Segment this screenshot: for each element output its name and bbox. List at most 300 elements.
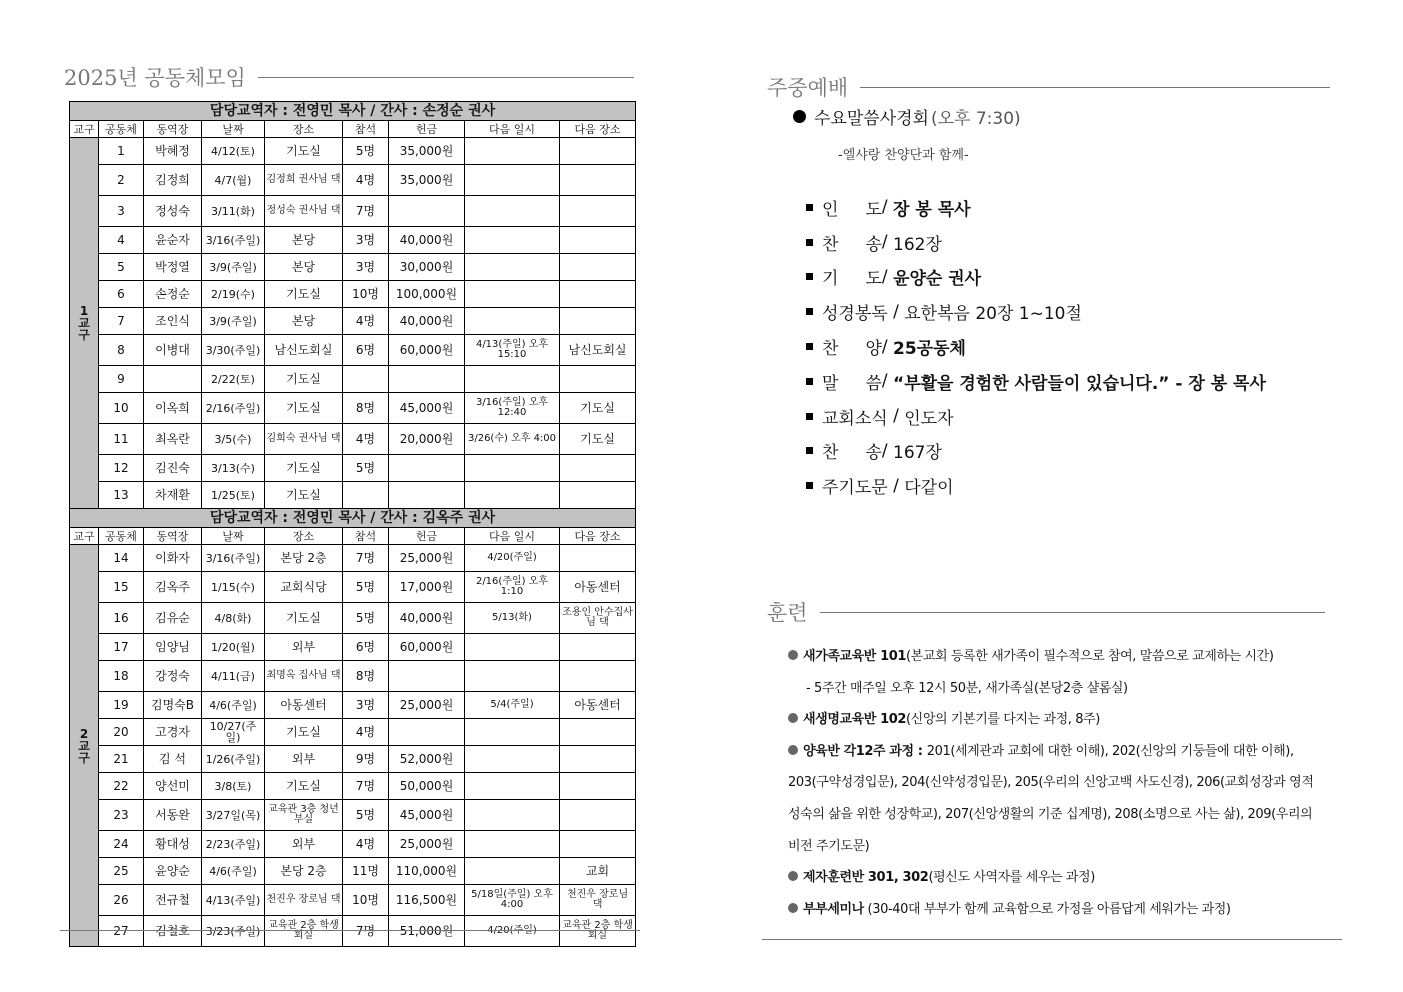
square-bullet-icon xyxy=(806,482,813,489)
cell-leader: 이화자 xyxy=(144,545,202,572)
table-row xyxy=(70,603,636,634)
cell-attendance: 5명 xyxy=(343,603,389,634)
cell-next-time: 3/26(수) 오후 4:00 xyxy=(465,424,560,455)
training-item xyxy=(788,894,1318,926)
training-name: 새생명교육반 102 xyxy=(803,712,907,728)
cell-date: 3/13(수) xyxy=(202,455,265,482)
order-label: 기 도 xyxy=(822,269,882,290)
cell-leader: 조인식 xyxy=(144,308,202,335)
training-name: 제자훈련반 301, 302 xyxy=(803,870,929,886)
cell-group: 6 xyxy=(99,281,144,308)
cell-next-time xyxy=(465,308,560,335)
square-bullet-icon xyxy=(806,204,813,211)
bullet-dot-icon xyxy=(793,110,806,123)
cell-place: 본당 xyxy=(265,308,343,335)
order-separator: / xyxy=(881,232,894,253)
service-order-item xyxy=(806,364,1266,399)
order-value: 인도자 xyxy=(904,408,954,429)
order-label: 주기도문 xyxy=(822,478,888,499)
square-bullet-icon xyxy=(806,239,813,246)
column-header-attendance: 참석 xyxy=(343,121,389,138)
circle-bullet-icon xyxy=(788,903,798,913)
cell-next-place: 기도실 xyxy=(560,393,636,424)
table-row xyxy=(70,746,636,773)
column-header-group: 공동체 xyxy=(99,528,144,545)
cell-date: 3/5(수) xyxy=(202,424,265,455)
order-separator: / xyxy=(887,406,905,427)
order-separator: / xyxy=(881,440,894,461)
cell-date: 3/11(화) xyxy=(202,196,265,227)
cell-place: 교육관 3층 청년부실 xyxy=(265,800,343,831)
column-header-row xyxy=(70,121,636,138)
cell-attendance: 10명 xyxy=(343,281,389,308)
cell-next-time: 3/16(주일) 오후 12:40 xyxy=(465,393,560,424)
table-row xyxy=(70,634,636,661)
cell-offering: 40,000원 xyxy=(389,603,465,634)
cell-next-time xyxy=(465,366,560,393)
cell-offering: 35,000원 xyxy=(389,165,465,196)
cell-next-time xyxy=(465,719,560,746)
cell-offering xyxy=(389,366,465,393)
order-value: 25공동체 xyxy=(893,339,966,360)
cell-offering: 51,000원 xyxy=(389,916,465,947)
cell-group: 25 xyxy=(99,858,144,885)
cell-place: 본당 xyxy=(265,227,343,254)
cell-attendance: 10명 xyxy=(343,885,389,916)
cell-attendance xyxy=(343,482,389,509)
cell-group: 9 xyxy=(99,366,144,393)
square-bullet-icon xyxy=(806,378,813,385)
column-header-offering: 헌금 xyxy=(389,121,465,138)
cell-attendance: 5명 xyxy=(343,138,389,165)
cell-group: 12 xyxy=(99,455,144,482)
cell-next-place xyxy=(560,165,636,196)
order-separator: / xyxy=(881,336,894,357)
cell-next-place xyxy=(560,227,636,254)
cell-leader: 임양님 xyxy=(144,634,202,661)
training-detail: - 5주간 매주일 오후 12시 50분, 새가족실(본당2층 샬롬실) xyxy=(806,680,1128,696)
training-title-rule xyxy=(820,612,1325,613)
cell-group: 1 xyxy=(99,138,144,165)
cell-group: 17 xyxy=(99,634,144,661)
cell-leader: 박혜정 xyxy=(144,138,202,165)
cell-next-time xyxy=(465,634,560,661)
square-bullet-icon xyxy=(806,273,813,280)
cell-offering: 40,000원 xyxy=(389,308,465,335)
cell-next-place xyxy=(560,661,636,692)
table-row xyxy=(70,773,636,800)
table-row xyxy=(70,424,636,455)
service-order-item xyxy=(806,329,1266,364)
table-row xyxy=(70,545,636,572)
cell-leader: 박정열 xyxy=(144,254,202,281)
cell-group: 18 xyxy=(99,661,144,692)
cell-date: 3/30(주일) xyxy=(202,335,265,366)
cell-group: 7 xyxy=(99,308,144,335)
cell-next-time: 5/18일(주일) 오후 4:00 xyxy=(465,885,560,916)
cell-place: 남신도회실 xyxy=(265,335,343,366)
order-label: 교회소식 xyxy=(822,408,888,429)
cell-next-place: 아동센터 xyxy=(560,572,636,603)
order-value: 다같이 xyxy=(904,478,954,499)
cell-offering: 100,000원 xyxy=(389,281,465,308)
cell-place: 교회식당 xyxy=(265,572,343,603)
order-separator: / xyxy=(881,266,894,287)
cell-date: 4/7(월) xyxy=(202,165,265,196)
cell-place: 정성숙 권사님 댁 xyxy=(265,196,343,227)
circle-bullet-icon xyxy=(788,650,798,660)
table-row xyxy=(70,858,636,885)
community-meeting-title xyxy=(64,62,634,92)
cell-next-place: 남신도회실 xyxy=(560,335,636,366)
cell-next-time: 4/20(주일) xyxy=(465,545,560,572)
training-title xyxy=(767,597,1325,627)
table-row xyxy=(70,482,636,509)
service-order-item xyxy=(806,294,1266,329)
cell-group: 27 xyxy=(99,916,144,947)
cell-date: 1/25(토) xyxy=(202,482,265,509)
cell-group: 13 xyxy=(99,482,144,509)
cell-date: 2/22(토) xyxy=(202,366,265,393)
cell-next-place xyxy=(560,455,636,482)
cell-leader: 최옥란 xyxy=(144,424,202,455)
column-header-place: 장소 xyxy=(265,528,343,545)
cell-date: 4/12(토) xyxy=(202,138,265,165)
cell-attendance xyxy=(343,366,389,393)
cell-leader: 차재환 xyxy=(144,482,202,509)
worship-title-rule xyxy=(860,87,1330,88)
order-value: 요한복음 20장 1~10절 xyxy=(904,304,1082,325)
cell-next-place xyxy=(560,308,636,335)
square-bullet-icon xyxy=(806,308,813,315)
service-order-item xyxy=(806,260,1266,295)
cell-offering: 60,000원 xyxy=(389,634,465,661)
cell-leader: 김정희 xyxy=(144,165,202,196)
cell-place: 본당 2층 xyxy=(265,545,343,572)
cell-leader: 강정숙 xyxy=(144,661,202,692)
service-order-list xyxy=(806,190,1266,503)
cell-place: 아동센터 xyxy=(265,692,343,719)
cell-offering: 116,500원 xyxy=(389,885,465,916)
cell-next-place xyxy=(560,281,636,308)
worship-title-text: 주중예배 xyxy=(767,76,849,100)
order-separator: / xyxy=(881,371,894,392)
cell-next-time xyxy=(465,138,560,165)
cell-attendance: 3명 xyxy=(343,254,389,281)
cell-leader: 김옥주 xyxy=(144,572,202,603)
table-row xyxy=(70,227,636,254)
cell-date: 3/23(주일) xyxy=(202,916,265,947)
cell-attendance: 3명 xyxy=(343,227,389,254)
column-header-next-time: 다음 일시 xyxy=(465,528,560,545)
table-body xyxy=(70,102,636,947)
column-header-next-time: 다음 일시 xyxy=(465,121,560,138)
cell-place: 기도실 xyxy=(265,719,343,746)
cell-offering: 110,000원 xyxy=(389,858,465,885)
cell-group: 19 xyxy=(99,692,144,719)
service-order-item xyxy=(806,190,1266,225)
cell-offering: 30,000원 xyxy=(389,254,465,281)
cell-group: 16 xyxy=(99,603,144,634)
order-value: 윤양순 권사 xyxy=(893,269,982,290)
cell-attendance: 4명 xyxy=(343,424,389,455)
table-row xyxy=(70,281,636,308)
left-bottom-rule xyxy=(60,930,640,931)
cell-next-place: 조용인 안수집사님 댁 xyxy=(560,603,636,634)
cell-leader: 전규철 xyxy=(144,885,202,916)
cell-date: 3/8(토) xyxy=(202,773,265,800)
cell-offering xyxy=(389,455,465,482)
cell-date: 4/6(주일) xyxy=(202,858,265,885)
cell-attendance: 4명 xyxy=(343,165,389,196)
cell-attendance: 4명 xyxy=(343,719,389,746)
order-value: 167장 xyxy=(893,443,942,464)
cell-next-time: 4/20(주일) xyxy=(465,916,560,947)
order-label: 성경봉독 xyxy=(822,304,888,325)
cell-attendance: 5명 xyxy=(343,800,389,831)
cell-group: 23 xyxy=(99,800,144,831)
training-item xyxy=(788,736,1318,862)
cell-next-time xyxy=(465,227,560,254)
cell-place: 외부 xyxy=(265,831,343,858)
cell-next-place xyxy=(560,254,636,281)
cell-next-time: 4/13(주일) 오후 15:10 xyxy=(465,335,560,366)
cell-next-time: 5/13(화) xyxy=(465,603,560,634)
service-order-item xyxy=(806,225,1266,260)
training-desc: 201(세계관과 교회에 대한 이해), 202(신앙의 기둥들에 대한 이해), 203(구약성경입문), 204(신약성경입문), 205(우리의 신앙고백 사도신경), 206(교회성장과 영적성숙의 삶을 위한 성장학교), 207(신앙생활의 기준 십계명), 208(소명으로 사는 삶), 209(우리의 비전 주기도문) xyxy=(788,743,1314,854)
training-name: 양육반 각12주 과정 : xyxy=(803,743,927,759)
wed-service-time: (오후 7:30) xyxy=(930,109,1021,129)
cell-next-time: 5/4(주일) xyxy=(465,692,560,719)
cell-next-time xyxy=(465,746,560,773)
table-row xyxy=(70,719,636,746)
cell-leader: 정성숙 xyxy=(144,196,202,227)
order-separator: / xyxy=(887,301,905,322)
cell-group: 24 xyxy=(99,831,144,858)
table-row xyxy=(70,831,636,858)
cell-next-time xyxy=(465,165,560,196)
cell-next-place xyxy=(560,773,636,800)
cell-offering: 45,000원 xyxy=(389,393,465,424)
cell-offering xyxy=(389,482,465,509)
wed-service-sub: -엘샤랑 찬양단과 함께- xyxy=(838,148,969,163)
cell-attendance: 11명 xyxy=(343,858,389,885)
cell-leader: 손정순 xyxy=(144,281,202,308)
cell-group: 22 xyxy=(99,773,144,800)
training-list xyxy=(788,641,1318,925)
cell-next-place: 천진우 장로님 댁 xyxy=(560,885,636,916)
cell-next-place xyxy=(560,366,636,393)
cell-leader: 김진숙 xyxy=(144,455,202,482)
training-desc: (신앙의 기본기를 다지는 과정, 8주) xyxy=(906,712,1100,728)
cell-next-place: 교회 xyxy=(560,858,636,885)
order-label: 인 도 xyxy=(822,199,882,220)
cell-attendance: 5명 xyxy=(343,572,389,603)
table-row xyxy=(70,308,636,335)
cell-leader: 김명숙B xyxy=(144,692,202,719)
cell-date: 3/16(주일) xyxy=(202,227,265,254)
cell-next-place xyxy=(560,196,636,227)
column-header-group: 공동체 xyxy=(99,121,144,138)
district-header: 담당교역자 : 전영민 목사 / 간사 : 손정순 권사 xyxy=(70,102,636,121)
square-bullet-icon xyxy=(806,343,813,350)
column-header-leader: 동역장 xyxy=(144,528,202,545)
training-desc: (본교회 등록한 새가족이 필수적으로 참여, 말씀으로 교제하는 시간) xyxy=(906,649,1274,664)
cell-next-time xyxy=(465,281,560,308)
cell-next-time: 2/16(주일) 오후 1:10 xyxy=(465,572,560,603)
cell-leader: 김철호 xyxy=(144,916,202,947)
cell-place: 김희숙 권사님 댁 xyxy=(265,424,343,455)
cell-group: 2 xyxy=(99,165,144,196)
table-row xyxy=(70,885,636,916)
cell-leader: 서동완 xyxy=(144,800,202,831)
district-header: 담당교역자 : 전영민 목사 / 간사 : 김옥주 권사 xyxy=(70,509,636,528)
training-item xyxy=(788,673,1318,705)
training-desc: (30-40대 부부가 함께 교육함으로 가정을 아름답게 세워가는 과정) xyxy=(863,901,1231,917)
service-order-item xyxy=(806,434,1266,469)
cell-date: 4/11(금) xyxy=(202,661,265,692)
cell-next-time xyxy=(465,831,560,858)
cell-place: 본당 2층 xyxy=(265,858,343,885)
table-row xyxy=(70,335,636,366)
training-item xyxy=(788,641,1318,673)
table-row xyxy=(70,692,636,719)
cell-attendance: 8명 xyxy=(343,393,389,424)
cell-place: 기도실 xyxy=(265,773,343,800)
cell-offering: 25,000원 xyxy=(389,545,465,572)
cell-leader: 윤순자 xyxy=(144,227,202,254)
cell-offering: 25,000원 xyxy=(389,692,465,719)
cell-leader: 이병대 xyxy=(144,335,202,366)
order-value: 장 봉 목사 xyxy=(893,199,971,220)
table-row xyxy=(70,366,636,393)
cell-date: 4/8(화) xyxy=(202,603,265,634)
cell-next-time xyxy=(465,196,560,227)
cell-attendance: 6명 xyxy=(343,634,389,661)
cell-date: 3/16(주일) xyxy=(202,545,265,572)
order-label: 말 씀 xyxy=(822,373,882,394)
cell-place: 기도실 xyxy=(265,366,343,393)
cell-group: 11 xyxy=(99,424,144,455)
cell-next-place xyxy=(560,831,636,858)
cell-place: 기도실 xyxy=(265,393,343,424)
cell-date: 2/23(주일) xyxy=(202,831,265,858)
cell-offering: 25,000원 xyxy=(389,831,465,858)
cell-place: 외부 xyxy=(265,634,343,661)
cell-attendance: 7명 xyxy=(343,545,389,572)
cell-offering: 40,000원 xyxy=(389,227,465,254)
training-title-text: 훈련 xyxy=(767,601,808,625)
table-row xyxy=(70,196,636,227)
cell-place: 기도실 xyxy=(265,455,343,482)
cell-attendance: 7명 xyxy=(343,196,389,227)
order-separator: / xyxy=(887,475,905,496)
district-label: 1 교 구 xyxy=(70,138,99,509)
cell-attendance: 4명 xyxy=(343,831,389,858)
circle-bullet-icon xyxy=(788,713,798,723)
cell-leader: 윤양순 xyxy=(144,858,202,885)
cell-date: 3/27일(목) xyxy=(202,800,265,831)
cell-leader: 양선미 xyxy=(144,773,202,800)
district-header-row xyxy=(70,102,636,121)
table-row xyxy=(70,254,636,281)
cell-attendance: 5명 xyxy=(343,455,389,482)
cell-place: 김정희 권사님 댁 xyxy=(265,165,343,196)
cell-group: 3 xyxy=(99,196,144,227)
circle-bullet-icon xyxy=(788,745,798,755)
cell-place: 최명옥 집사님 댁 xyxy=(265,661,343,692)
cell-offering xyxy=(389,196,465,227)
cell-leader: 김유순 xyxy=(144,603,202,634)
cell-leader: 황대성 xyxy=(144,831,202,858)
training-name: 부부세미나 xyxy=(803,901,864,917)
column-header-place: 장소 xyxy=(265,121,343,138)
title-rule xyxy=(258,77,634,78)
column-header-district: 교구 xyxy=(70,528,99,545)
column-header-date: 날짜 xyxy=(202,528,265,545)
cell-next-place: 기도실 xyxy=(560,424,636,455)
column-header-next-place: 다음 장소 xyxy=(560,528,636,545)
cell-date: 4/6(주일) xyxy=(202,692,265,719)
cell-attendance: 8명 xyxy=(343,661,389,692)
table-row xyxy=(70,165,636,196)
column-header-leader: 동역장 xyxy=(144,121,202,138)
cell-group: 20 xyxy=(99,719,144,746)
wed-service-name: 수요말씀사경회 xyxy=(814,109,929,129)
cell-next-place xyxy=(560,719,636,746)
cell-offering: 17,000원 xyxy=(389,572,465,603)
table-row xyxy=(70,393,636,424)
cell-date: 4/13(주일) xyxy=(202,885,265,916)
community-meeting-table xyxy=(69,101,636,947)
cell-attendance: 7명 xyxy=(343,773,389,800)
cell-group: 14 xyxy=(99,545,144,572)
circle-bullet-icon xyxy=(788,871,798,881)
column-header-district: 교구 xyxy=(70,121,99,138)
order-value: “부활을 경험한 사람들이 있습니다.” - 장 봉 목사 xyxy=(893,373,1266,394)
cell-date: 10/27(주일) xyxy=(202,719,265,746)
district-header-row xyxy=(70,509,636,528)
community-meeting-title-text: 2025년 공동체모임 xyxy=(64,66,246,90)
cell-next-time xyxy=(465,773,560,800)
square-bullet-icon xyxy=(806,413,813,420)
cell-next-place: 아동센터 xyxy=(560,692,636,719)
table-row xyxy=(70,661,636,692)
cell-offering: 60,000원 xyxy=(389,335,465,366)
cell-next-place xyxy=(560,800,636,831)
column-header-date: 날짜 xyxy=(202,121,265,138)
cell-place: 기도실 xyxy=(265,603,343,634)
training-item xyxy=(788,704,1318,736)
cell-leader: 김 석 xyxy=(144,746,202,773)
order-label: 찬 양 xyxy=(822,339,882,360)
cell-offering xyxy=(389,719,465,746)
order-value: 162장 xyxy=(893,234,942,255)
cell-leader: 이옥희 xyxy=(144,393,202,424)
cell-group: 15 xyxy=(99,572,144,603)
cell-next-place xyxy=(560,545,636,572)
table-row xyxy=(70,138,636,165)
cell-next-time xyxy=(465,858,560,885)
column-header-row xyxy=(70,528,636,545)
cell-date: 3/9(주일) xyxy=(202,254,265,281)
cell-offering: 35,000원 xyxy=(389,138,465,165)
cell-date: 2/19(수) xyxy=(202,281,265,308)
cell-group: 10 xyxy=(99,393,144,424)
cell-date: 1/26(주일) xyxy=(202,746,265,773)
cell-next-place xyxy=(560,482,636,509)
cell-next-place xyxy=(560,634,636,661)
